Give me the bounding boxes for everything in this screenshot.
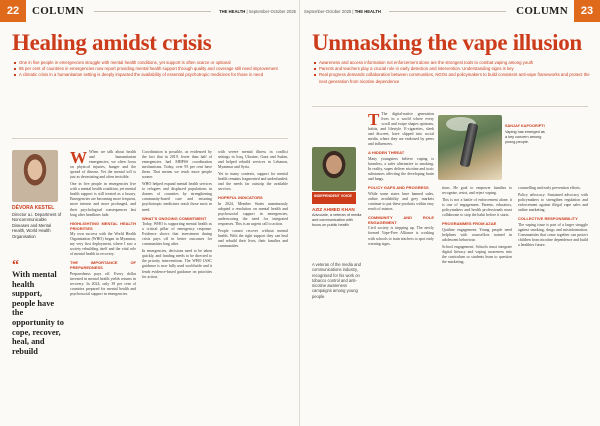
- page-number: 22: [0, 0, 26, 22]
- summary-bullet: One in five people in emergencies struggle with mental health conditions, yet support is often scarce or optional: [14, 60, 290, 66]
- column-paragraph: with severe mental illness in conflict settings in Iraq, Ukraine, Gaza and Sudan, and helped rebuild services in Lebanon, Myanmar and Syria.: [218, 150, 288, 170]
- pull-quote: [12, 258, 64, 356]
- column-paragraph: Coordination is possible, as evidenced by the fact that in 2019, fewer than half of emergencies had MHPSS coordination mechanisms. Today, over 95 per cent have them. That means we reach more people sooner.: [142, 150, 212, 180]
- author-name: AZIZ AHMED KHAN: [312, 207, 355, 212]
- column-paragraph: Many youngsters believe vaping is harmless, a safer alternative to smoking. In reality, vapes deliver nicotine and toxic substances affecting the developing brain and lungs.: [368, 156, 434, 182]
- masthead: September-October 2025 | THE HEALTH: [304, 8, 381, 14]
- summary-bullet: Real progress demands collaboration between communities, NGOs and policymakers to build consistent anti-vape frameworks and protect the next generation from nicotine dependence: [314, 72, 590, 84]
- publication-name: THE HEALTH: [354, 8, 381, 14]
- column-paragraph: WHO helped expand mental health services to refugees and displaced populations in dozens of countries by strengthening community-based care and ensuring psychotropic medicines reach those most in need.: [142, 182, 212, 212]
- section-label: COLUMN: [32, 5, 84, 17]
- column-paragraph: The digital-native generation lives in a world where every scroll and swipe shapes opinions, habits, and lifestyle. E-cigarettes, sleek and discreet, have slipped into social media, where they are endorsed by peers and influencers.: [368, 112, 434, 147]
- author-name: DÉVORA KESTEL: [12, 205, 55, 211]
- section-subhead: POLICY GAPS AND PROGRESS: [368, 185, 429, 191]
- article-column-3: [518, 186, 588, 418]
- author-photo: [312, 147, 356, 191]
- column-paragraph: Yet in many contexts, support for mental health remains fragmented and underfunded, and the needs far outstrip the available services.: [218, 172, 288, 192]
- section-subhead: PROGRAMMES FROM AZAE: [442, 221, 497, 227]
- article-column-2: [442, 186, 512, 418]
- section-label: COLUMN: [516, 5, 568, 17]
- summary-bullet: A climatic crisis in a humanitarian setting is deeply impacted the availability of essential psychotropic medicines for those in need: [14, 72, 290, 78]
- column-paragraph: Policy advocacy: Sustained advocacy with policymakers to strengthen regulation and enforcement against illegal vape sales and online marketing.: [518, 193, 588, 213]
- photo-caption-text: Vaping has emerged as a key concern among young people.: [505, 129, 545, 144]
- article-column-2: [142, 150, 212, 418]
- column-paragraph: The vaping issue is part of a larger struggle against smoking, drugs and misinformation. Communities that come together can protect children from nicotine dependence and build a healthier future.: [518, 222, 588, 247]
- author-role: Advocate, a veteran of media and communication with focus on public health: [312, 213, 362, 227]
- column-paragraph: When we talk about health and humanitarian emergencies, we often focus on physical injuries, hunger and the spread of disease. Yet the mental toll is just as devastating and often invisible.: [70, 150, 136, 180]
- section-subhead: COLLECTIVE RESPONSIBILITY: [518, 216, 578, 222]
- column-paragraph: In emergencies, decisions need to be taken quickly, and funding needs to be directed to the priority interventions. The WHO IASC guidance is now fully used worldwide and it lends evidence-based guidance on priorities for action.: [142, 249, 212, 279]
- column-paragraph: In 2024, Member States unanimously adopted a resolution on mental health and psychosocial support in emergencies, underscoring the need for integrated responses. This is an urgent call to action.: [218, 201, 288, 227]
- column-paragraph: One in five people in emergencies live with a mental health condition, yet mental health support is still treated as a luxury. Emergencies are becoming more frequent, more intense and more prolonged, and their psychological consequences last long after headlines fade.: [70, 182, 136, 217]
- column-paragraph: counselling and early prevention efforts.: [518, 186, 581, 190]
- drop-cap: W: [70, 150, 87, 167]
- summary-bullet: 85 per cent of countries in emergencies now report providing mental health support through quality and coverage still need improvement: [14, 66, 290, 72]
- column-badge: INDEPENDENT VOICE: [312, 192, 356, 204]
- publication-name: THE HEALTH: [219, 8, 246, 14]
- summary-bullet: Awareness and access information not enforcement alone are the strongest tools to combat vaping among youth: [314, 60, 590, 66]
- issue-date: September-October 2025: [304, 8, 352, 14]
- column-paragraph: tions. He goal to empower families to recognise, resist, and reject vaping.: [442, 186, 512, 196]
- article-headline: Healing amidst crisis: [12, 30, 212, 55]
- column-paragraph: Civil society is stepping up. The newly formed Vape-Free Alliance is working with schools to train teachers to spot early warning signs.: [368, 226, 434, 246]
- summary-bullets: [14, 60, 290, 79]
- page-header: [0, 0, 300, 22]
- right-page: [300, 0, 600, 426]
- issue-date: September-October 2025: [248, 8, 296, 14]
- author-note: A veteran of the media and communications industry, recognised for his work on tobacco control and anti-nicotine awareness campaigns among young people.: [312, 262, 361, 299]
- summary-bullet: Parents and teachers play a crucial role in early detection and intervention. Understanding signs is key: [314, 66, 590, 72]
- masthead: THE HEALTH | September-October 2025: [219, 8, 296, 14]
- pull-quote-text: With mental health support, people have the opportunity to cope, recover, heal, and rebuild: [12, 270, 64, 356]
- page-number: 23: [574, 0, 600, 22]
- section-subhead: THE IMPORTANCE OF PREPAREDNESS: [70, 260, 136, 271]
- summary-bullets: [314, 60, 590, 85]
- column-paragraph: This is not a battle of enforcement alone, it is one of engagement. Parents, educators, policymakers and health professionals must collaborate to stop the habit before it starts.: [442, 198, 512, 218]
- section-subhead: HOPEFUL INDICATORS: [218, 195, 263, 201]
- column-paragraph: While some states have banned sales, online availability and grey markets continue to put these products within easy reach of minors.: [368, 191, 434, 211]
- column-paragraph: Quitline engagement: Young people need helplines with counsellors trained in adolescent behaviour.: [442, 227, 512, 242]
- author-photo: [12, 150, 58, 202]
- header-rule: [389, 11, 506, 12]
- page-header: [300, 0, 600, 22]
- author-role: Director a.i. Department of Noncommunicable Diseases and Mental Health, World Health Organisation: [12, 212, 62, 239]
- vape-photo: [438, 115, 502, 180]
- column-paragraph: School engagement: Schools must integrate digital literacy and vaping awareness into the curriculum so students learn to question the marketing.: [442, 244, 512, 265]
- drop-cap: T: [368, 112, 380, 129]
- section-subhead: A HIDDEN THREAT: [368, 150, 405, 156]
- header-rule: [94, 11, 211, 12]
- article-column-1: [368, 112, 434, 418]
- column-paragraph: People cannot recover without mental health. With the right support they can heal and rebuild their lives, their families and communities.: [218, 229, 288, 249]
- article-column-3: [218, 150, 288, 418]
- column-paragraph: Preparedness pays off. Every dollar invested in mental health yields returns in recovery. In 2024, only 39 per cent of countries prepared for mental health and psychosocial support in emergencies.: [70, 272, 136, 297]
- section-subhead: WHAT'S ONGOING COMMITMENT: [142, 215, 207, 221]
- quote-mark-icon: “: [12, 258, 19, 273]
- section-subhead: HIGHLIGHTING MENTAL HEALTH PRIORITIES: [70, 220, 136, 231]
- photo-credit: SANJAY KAPOOR/PTI: [505, 124, 545, 128]
- column-paragraph: My own success with the World Health Organization (WHO) began in Myanmar, my very first deployment, where I saw a society rebuilding itself and the vital role of mental health in recovery.: [70, 232, 136, 257]
- article-column-1: [70, 150, 136, 418]
- divider: [312, 106, 588, 107]
- section-subhead: COMMUNITY AND ROLE ENGAGEMENT: [368, 214, 434, 225]
- article-headline: Unmasking the vape illusion: [312, 30, 582, 55]
- column-paragraph: Today, WHO is supporting mental health as a critical pillar of emergency response. Evidence shows that investment during crisis pays off in better outcomes for communities long after.: [142, 222, 212, 247]
- divider: [12, 138, 288, 139]
- photo-caption: [505, 124, 545, 145]
